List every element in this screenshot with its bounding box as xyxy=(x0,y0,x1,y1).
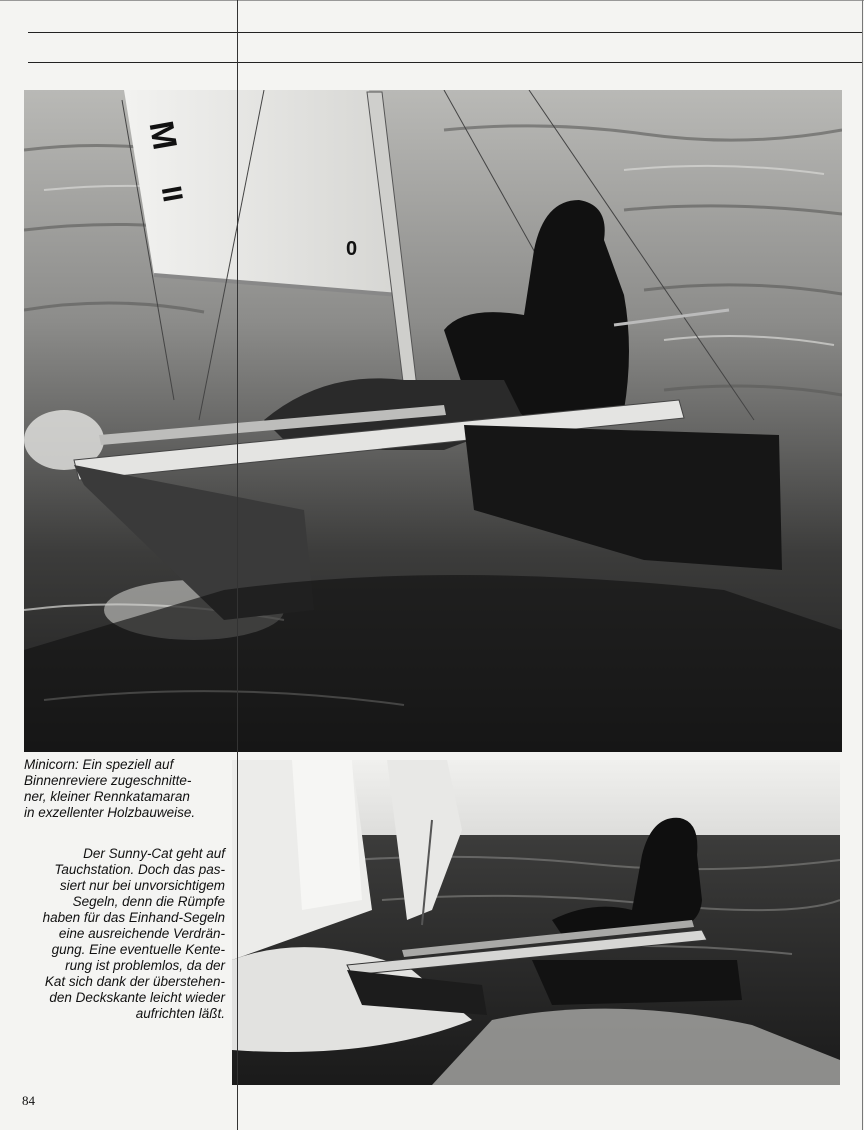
caption-sunny-cat: Der Sunny-Cat geht auf Tauchstation. Doch das pas- siert nur bei unvorsichtigem Segeln, denn die Rümpfe haben für das Einhand-Segeln eine ausreichende Verdrän- gung. Eine eventuelle Kente- rung ist problemlos, da der Kat sich dank der überstehen- den Deckskante leicht wieder aufrichten läßt. xyxy=(42,846,225,1021)
caption-minicorn: Minicorn: Ein speziell auf Binnenreviere zugeschnitte- ner, kleiner Rennkatamaran in exzellenter Holzbauweise. xyxy=(24,757,196,820)
right-border xyxy=(862,0,863,1130)
photo-sunny-cat xyxy=(232,760,840,1085)
sail-mark-zero: 0 xyxy=(346,238,358,260)
header-rule-bottom xyxy=(28,62,862,63)
photo-minicorn-catamaran xyxy=(24,90,842,752)
sail-mark-ii: II xyxy=(155,183,189,205)
top-border xyxy=(0,0,864,1)
sail-mark-m: M xyxy=(141,118,184,153)
page-number: 84 xyxy=(22,1093,35,1108)
header-rule-top xyxy=(28,32,862,33)
fold-line xyxy=(237,0,238,1130)
